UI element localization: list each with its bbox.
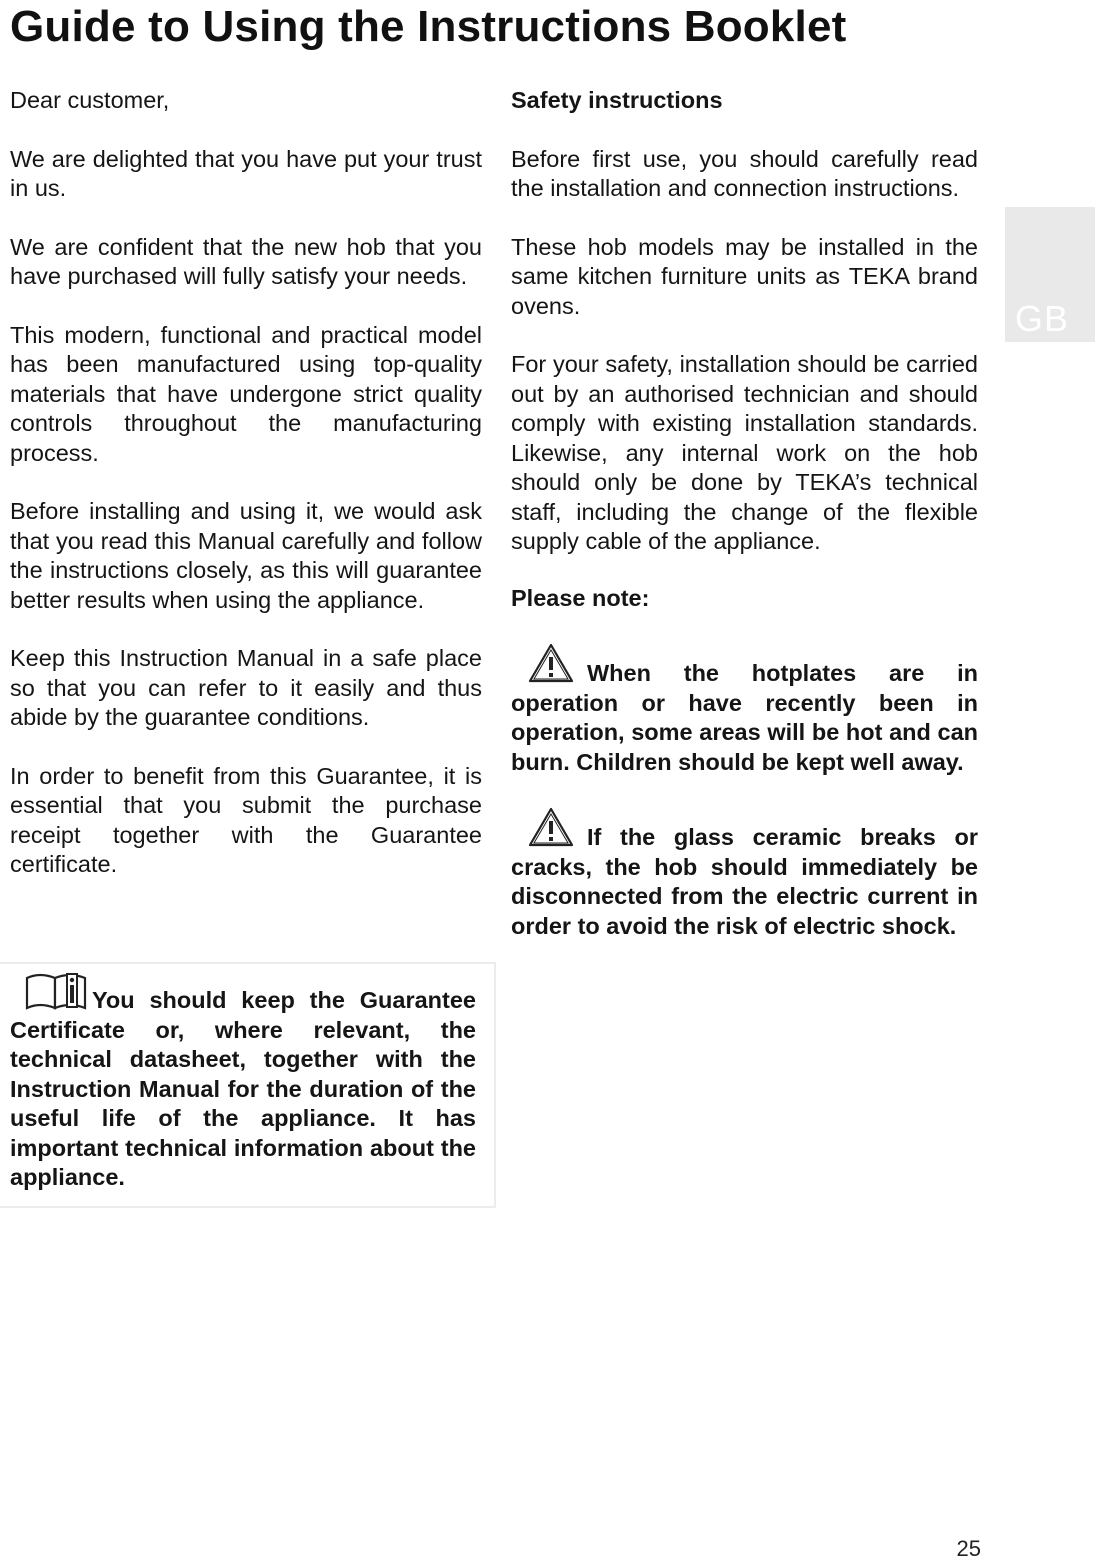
warning-glass-ceramic-text: If the glass ceramic breaks or cracks, the hob should immediately be disconnected from the electric current in order to avoid the risk of electric shock. bbox=[511, 824, 978, 939]
paragraph-read-installation: Before first use, you should carefully read the installation and connection instructions. bbox=[511, 145, 978, 201]
safety-heading: Safety instructions bbox=[511, 87, 723, 113]
language-tab bbox=[1005, 207, 1095, 342]
warning-glass-ceramic bbox=[511, 806, 978, 941]
paragraph-guarantee: In order to benefit from this Guarantee, it is essential that you submit the purchase receipt together with the Guarantee certificate. bbox=[10, 762, 482, 877]
warning-triangle-icon bbox=[527, 642, 575, 684]
page-number: 25 bbox=[956, 1536, 981, 1561]
paragraph-quality: This modern, functional and practical model has been manufactured using top-quality materials that have undergone strict quality controls throughout the manufacturing process. bbox=[10, 321, 482, 466]
paragraph-authorised-technician: For your safety, installation should be carried out by an authorised technician and should comply with existing installation standards. Likewise, any internal work on the hob should only be done by TEKA’s technical staff, including the change of the flexible supply cable of the appliance. bbox=[511, 351, 978, 554]
right-column bbox=[511, 86, 978, 970]
left-column bbox=[10, 86, 482, 909]
paragraph-confident: We are confident that the new hob that you have purchased will fully satisfy your needs. bbox=[10, 233, 482, 289]
paragraph-trust: We are delighted that you have put your trust in us. bbox=[10, 145, 482, 201]
guarantee-info-text: You should keep the Guarantee Certificate or, where relevant, the technical datasheet, together with the Instruction Manual for the duration of the useful life of the appliance. It has important technical information about the appliance. bbox=[10, 987, 476, 1190]
greeting: Dear customer, bbox=[10, 87, 170, 113]
guarantee-info-box bbox=[0, 962, 496, 1208]
warning-hot-surfaces-text: When the hotplates are in operation or have recently been in operation, some areas will be hot and can burn. Children should be kept well away. bbox=[511, 660, 978, 775]
page-title: Guide to Using the Instructions Booklet bbox=[10, 2, 847, 51]
warning-hot-surfaces bbox=[511, 642, 978, 777]
language-tab-label: GB bbox=[1015, 298, 1070, 339]
paragraph-read-manual: Before installing and using it, we would ask that you read this Manual carefully and follow the instructions closely, as this will guarantee better results when using the appliance. bbox=[10, 498, 482, 613]
paragraph-furniture-units: These hob models may be installed in the same kitchen furniture units as TEKA brand ovens. bbox=[511, 233, 978, 319]
paragraph-keep-manual: Keep this Instruction Manual in a safe place so that you can refer to it easily and thus abide by the guarantee conditions. bbox=[10, 645, 482, 730]
info-manual-icon bbox=[24, 970, 88, 1012]
warning-triangle-icon bbox=[527, 806, 575, 848]
please-note-heading: Please note: bbox=[511, 584, 650, 611]
